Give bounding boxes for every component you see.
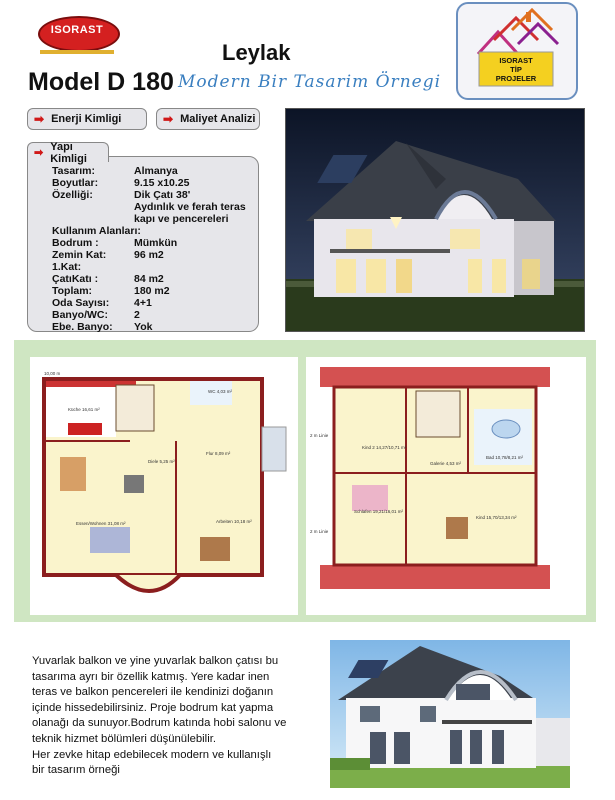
arrow-right-icon: ➡: [163, 112, 174, 126]
info-value: Aydınlık ve ferah teras: [134, 201, 246, 213]
building-info-panel: [27, 156, 259, 332]
description-line: Yuvarlak balkon ve yine yuvarlak balkon çatısı bu: [32, 655, 279, 667]
description-line: olanağı da sunuyor.Bodrum katında hobi salonu ve: [32, 717, 287, 730]
subtitle: Modern Bir Tasarim Örnegi: [178, 72, 442, 92]
room-label: Diele 5,25 m²: [148, 459, 175, 464]
description-line: bir tasarım örneği: [32, 764, 120, 777]
logo-line3: PROJELER: [495, 74, 537, 83]
info-key: Boyutlar:: [52, 177, 99, 189]
info-key: Tasarım:: [52, 165, 95, 177]
info-section-heading: Kullanım Alanları:: [52, 225, 141, 237]
description-text: [32, 654, 310, 779]
isorast-logo: [30, 6, 124, 60]
room-label: WC 4,03 m²: [208, 389, 233, 394]
room-label: Galerie 4,53 m²: [430, 461, 462, 466]
description-line: içinde hissedebilirsiniz. Proje bodrum kat yapma: [32, 701, 274, 714]
logo-underline: [40, 50, 114, 54]
info-value: 4+1: [134, 297, 152, 309]
cost-analysis-label: Maliyet Analizi: [180, 113, 256, 125]
cost-analysis-button[interactable]: [156, 108, 260, 130]
logo-line1: ISORAST: [499, 56, 533, 65]
description-line: teknik hizmet bölümleri düşünülebilir.: [32, 732, 216, 745]
description-line: tasarıma ayrı bir özellik katmış. Yere kadar inen: [32, 670, 270, 683]
ground-floor-plan: [30, 357, 298, 615]
info-key: 1.Kat:: [52, 261, 82, 273]
room-label: Schlafen 19,21/16,01 m²: [354, 509, 404, 514]
info-value: Dik Çatı 38': [134, 189, 191, 201]
room-label: Kind 2 14,27/10,71 m²: [362, 445, 407, 450]
plan-dimension: 10,00 m: [44, 371, 61, 376]
energy-id-button[interactable]: [27, 108, 147, 130]
room-label: Arbeiten 10,18 m²: [216, 519, 252, 524]
arrow-right-icon: ➡: [34, 147, 44, 159]
info-value: Almanya: [134, 165, 178, 177]
description-line: Her zevke hitap edebilecek modern ve kullanışlı: [32, 748, 272, 761]
room-label: Essen/Wohnen 31,08 m²: [76, 521, 126, 526]
house-photo-day: [330, 640, 570, 788]
room-label: Bad 10,78/8,21 m²: [486, 455, 524, 460]
room-label: Küche 16,61 m²: [68, 407, 100, 412]
description-line: teras ve balkon pencereleri ile kendinizi doğanın: [32, 686, 274, 699]
info-key: Ebe. Banyo:: [52, 321, 113, 333]
room-label: Kind 15,70/13,34 m²: [476, 515, 517, 520]
room-label: Flur 8,09 m²: [206, 451, 231, 456]
info-key: Banyo/WC:: [52, 309, 108, 321]
info-value: Yok: [134, 321, 153, 333]
info-key: Zemin Kat:: [52, 249, 107, 261]
info-value: kapı ve pencereleri: [134, 213, 229, 225]
building-info-label: Yapı Kimligi: [50, 140, 87, 165]
tip-projeler-logo: [456, 2, 578, 100]
info-value: 96 m2: [134, 249, 164, 261]
arrow-right-icon: ➡: [34, 112, 45, 126]
info-value: 84 m2: [134, 273, 164, 285]
house-photo-evening: [285, 108, 585, 332]
logo-text: ISORAST: [50, 24, 104, 36]
page-title: Leylak: [222, 40, 291, 65]
upper-floor-plan: [306, 357, 586, 615]
houses-icon: [458, 4, 576, 98]
info-value: 2: [134, 309, 140, 321]
info-value: 9.15 x10.25: [134, 177, 190, 189]
logo-line2: TİP: [510, 65, 522, 74]
info-key: Toplam:: [52, 285, 93, 297]
energy-id-label: Enerji Kimligi: [51, 113, 122, 125]
building-info-tab[interactable]: [27, 140, 109, 165]
slope-mark: 2 m Linie: [310, 529, 329, 534]
info-key: ÇatıKatı :: [52, 273, 99, 285]
info-key: Bodrum :: [52, 237, 99, 249]
slope-mark: 2 m Linie: [310, 433, 329, 438]
info-key: Oda Sayısı:: [52, 297, 110, 309]
model-title: Model D 180: [28, 68, 174, 96]
info-value: 180 m2: [134, 285, 170, 297]
info-value: Mümkün: [134, 237, 178, 249]
info-key: Özelliği:: [52, 189, 93, 201]
